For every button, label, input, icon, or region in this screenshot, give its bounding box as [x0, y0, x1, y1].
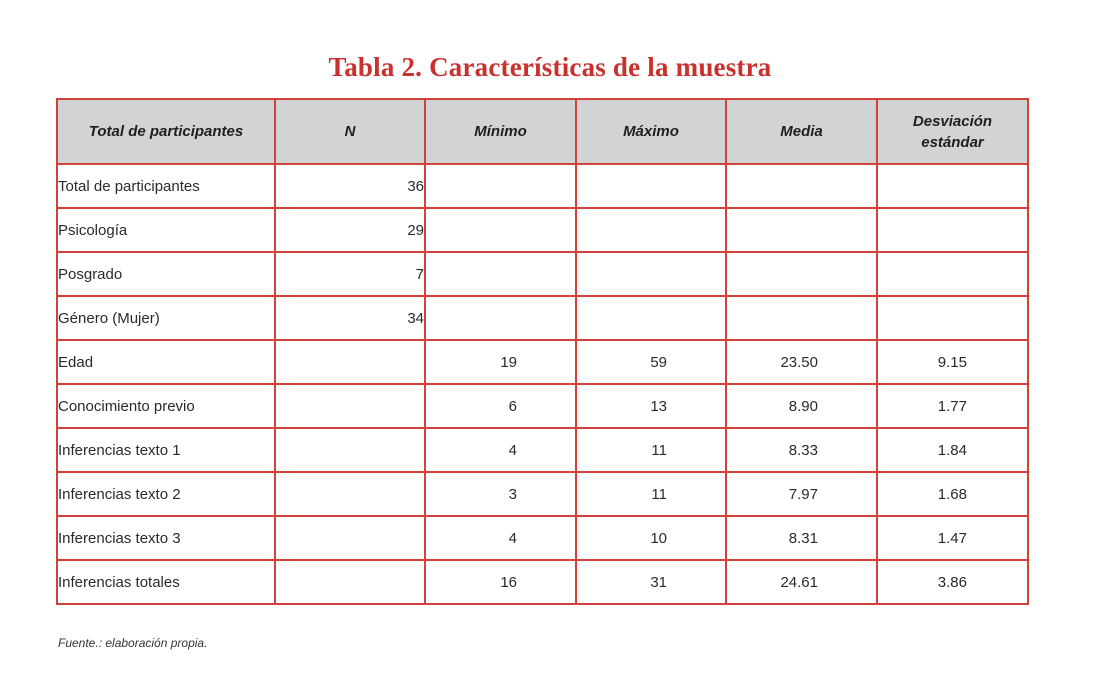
cell-n: 7 [275, 252, 425, 296]
table-row [57, 560, 1028, 604]
cell-min: 4 [425, 516, 576, 560]
cell-sd [877, 164, 1028, 208]
cell-n [275, 384, 425, 428]
table-title: Tabla 2. Características de la muestra [328, 52, 772, 82]
row-label: Inferencias texto 1 [57, 428, 275, 472]
cell-min: 6 [425, 384, 576, 428]
cell-min: 4 [425, 428, 576, 472]
cell-min: 3 [425, 472, 576, 516]
row-label: Total de participantes [57, 164, 275, 208]
cell-sd [877, 208, 1028, 252]
cell-max [576, 208, 726, 252]
header-mean: Media [726, 99, 877, 164]
table-row [57, 208, 1028, 252]
sample-characteristics-table [56, 98, 1029, 605]
cell-max: 11 [576, 472, 726, 516]
cell-n: 34 [275, 296, 425, 340]
cell-mean: 8.31 [726, 516, 877, 560]
cell-min: 19 [425, 340, 576, 384]
cell-mean: 23.50 [726, 340, 877, 384]
table-row [57, 516, 1028, 560]
header-participants: Total de participantes [57, 99, 275, 164]
table-row [57, 296, 1028, 340]
cell-mean: 8.90 [726, 384, 877, 428]
row-label: Posgrado [57, 252, 275, 296]
header-row [57, 99, 1028, 164]
cell-n [275, 428, 425, 472]
cell-max: 31 [576, 560, 726, 604]
cell-max [576, 296, 726, 340]
cell-sd: 1.77 [877, 384, 1028, 428]
cell-sd: 1.84 [877, 428, 1028, 472]
cell-mean: 8.33 [726, 428, 877, 472]
table-row [57, 472, 1028, 516]
header-n: N [275, 99, 425, 164]
cell-mean: 7.97 [726, 472, 877, 516]
row-label: Género (Mujer) [57, 296, 275, 340]
header-sd: Desviación estándar [877, 99, 1028, 164]
cell-mean [726, 296, 877, 340]
cell-mean [726, 252, 877, 296]
cell-n: 36 [275, 164, 425, 208]
table-row [57, 340, 1028, 384]
row-label: Conocimiento previo [57, 384, 275, 428]
cell-max [576, 164, 726, 208]
cell-min: 16 [425, 560, 576, 604]
source-note: Fuente.: elaboración propia. [58, 636, 208, 650]
table-row [57, 384, 1028, 428]
cell-n: 29 [275, 208, 425, 252]
cell-max [576, 252, 726, 296]
cell-max: 11 [576, 428, 726, 472]
row-label: Inferencias totales [57, 560, 275, 604]
row-label: Psicología [57, 208, 275, 252]
row-label: Inferencias texto 2 [57, 472, 275, 516]
cell-n [275, 340, 425, 384]
cell-mean: 24.61 [726, 560, 877, 604]
cell-sd: 1.47 [877, 516, 1028, 560]
cell-sd [877, 252, 1028, 296]
cell-sd: 1.68 [877, 472, 1028, 516]
cell-n [275, 516, 425, 560]
cell-n [275, 560, 425, 604]
cell-max: 59 [576, 340, 726, 384]
cell-min [425, 252, 576, 296]
cell-max: 13 [576, 384, 726, 428]
cell-n [275, 472, 425, 516]
cell-sd: 9.15 [877, 340, 1028, 384]
cell-sd [877, 296, 1028, 340]
cell-min [425, 164, 576, 208]
cell-min [425, 296, 576, 340]
table-row [57, 428, 1028, 472]
cell-mean [726, 208, 877, 252]
cell-max: 10 [576, 516, 726, 560]
row-label: Inferencias texto 3 [57, 516, 275, 560]
table-row [57, 164, 1028, 208]
row-label: Edad [57, 340, 275, 384]
header-min: Mínimo [425, 99, 576, 164]
cell-mean [726, 164, 877, 208]
cell-sd: 3.86 [877, 560, 1028, 604]
cell-min [425, 208, 576, 252]
header-max: Máximo [576, 99, 726, 164]
table-row [57, 252, 1028, 296]
